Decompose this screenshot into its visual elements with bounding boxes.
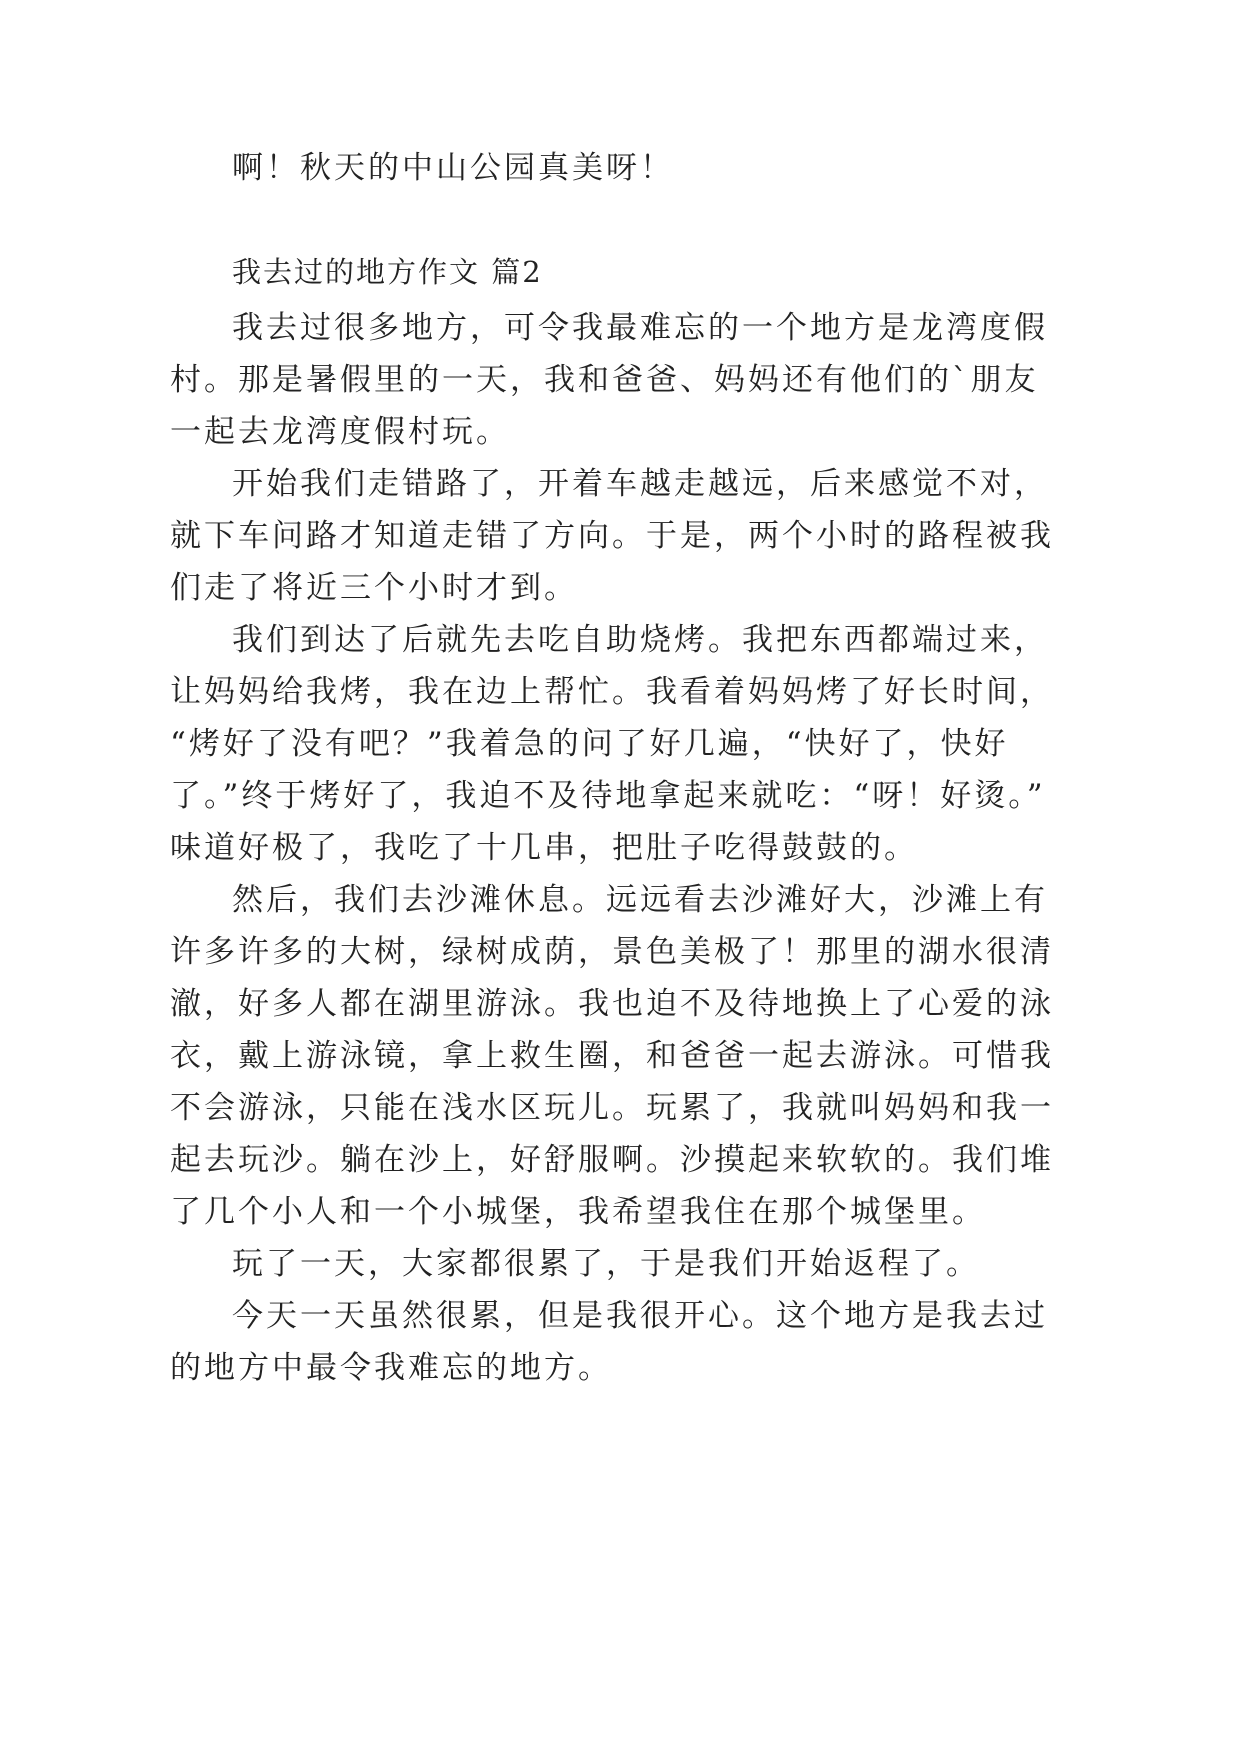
- text-line: 就下车问路才知道走错了方向。于是，两个小时的路程被我: [170, 518, 1054, 554]
- text-line: 我去过很多地方，可令我最难忘的一个地方是龙湾度假: [232, 310, 1048, 346]
- text-line: 们走了将近三个小时才到。: [170, 570, 578, 606]
- text-line: 许多许多的大树，绿树成荫，景色美极了！那里的湖水很清: [170, 934, 1054, 970]
- section-heading: 我去过的地方作文 篇2: [232, 255, 543, 289]
- text-line: 然后，我们去沙滩休息。远远看去沙滩好大，沙滩上有: [232, 882, 1048, 918]
- opening-line: 啊！秋天的中山公园真美呀！: [232, 150, 674, 186]
- text-line: 了。”终于烤好了，我迫不及待地拿起来就吃：“呀！好烫。”: [170, 778, 1046, 814]
- text-line: 了几个小人和一个小城堡，我希望我住在那个城堡里。: [170, 1194, 986, 1230]
- text-line: 不会游泳，只能在浅水区玩儿。玩累了，我就叫妈妈和我一: [170, 1090, 1054, 1126]
- text-line: 澈，好多人都在湖里游泳。我也迫不及待地换上了心爱的泳: [170, 986, 1054, 1022]
- text-line: 让妈妈给我烤，我在边上帮忙。我看着妈妈烤了好长时间，: [170, 674, 1054, 710]
- text-line: 村。那是暑假里的一天，我和爸爸、妈妈还有他们的`朋友: [170, 362, 1039, 398]
- text-line: 起去玩沙。躺在沙上，好舒服啊。沙摸起来软软的。我们堆: [170, 1142, 1054, 1178]
- text-line: 我们到达了后就先去吃自助烧烤。我把东西都端过来，: [232, 622, 1048, 658]
- text-line: 玩了一天，大家都很累了，于是我们开始返程了。: [232, 1246, 980, 1282]
- text-line: 一起去龙湾度假村玩。: [170, 414, 510, 450]
- text-line: 味道好极了，我吃了十几串，把肚子吃得鼓鼓的。: [170, 830, 918, 866]
- text-line: “烤好了没有吧？”我着急的问了好几遍，“快好了，快好: [170, 726, 1009, 762]
- text-line: 的地方中最令我难忘的地方。: [170, 1350, 612, 1386]
- text-line: 今天一天虽然很累，但是我很开心。这个地方是我去过: [232, 1298, 1048, 1334]
- text-line: 衣，戴上游泳镜，拿上救生圈，和爸爸一起去游泳。可惜我: [170, 1038, 1054, 1074]
- text-line: 开始我们走错路了，开着车越走越远，后来感觉不对，: [232, 466, 1048, 502]
